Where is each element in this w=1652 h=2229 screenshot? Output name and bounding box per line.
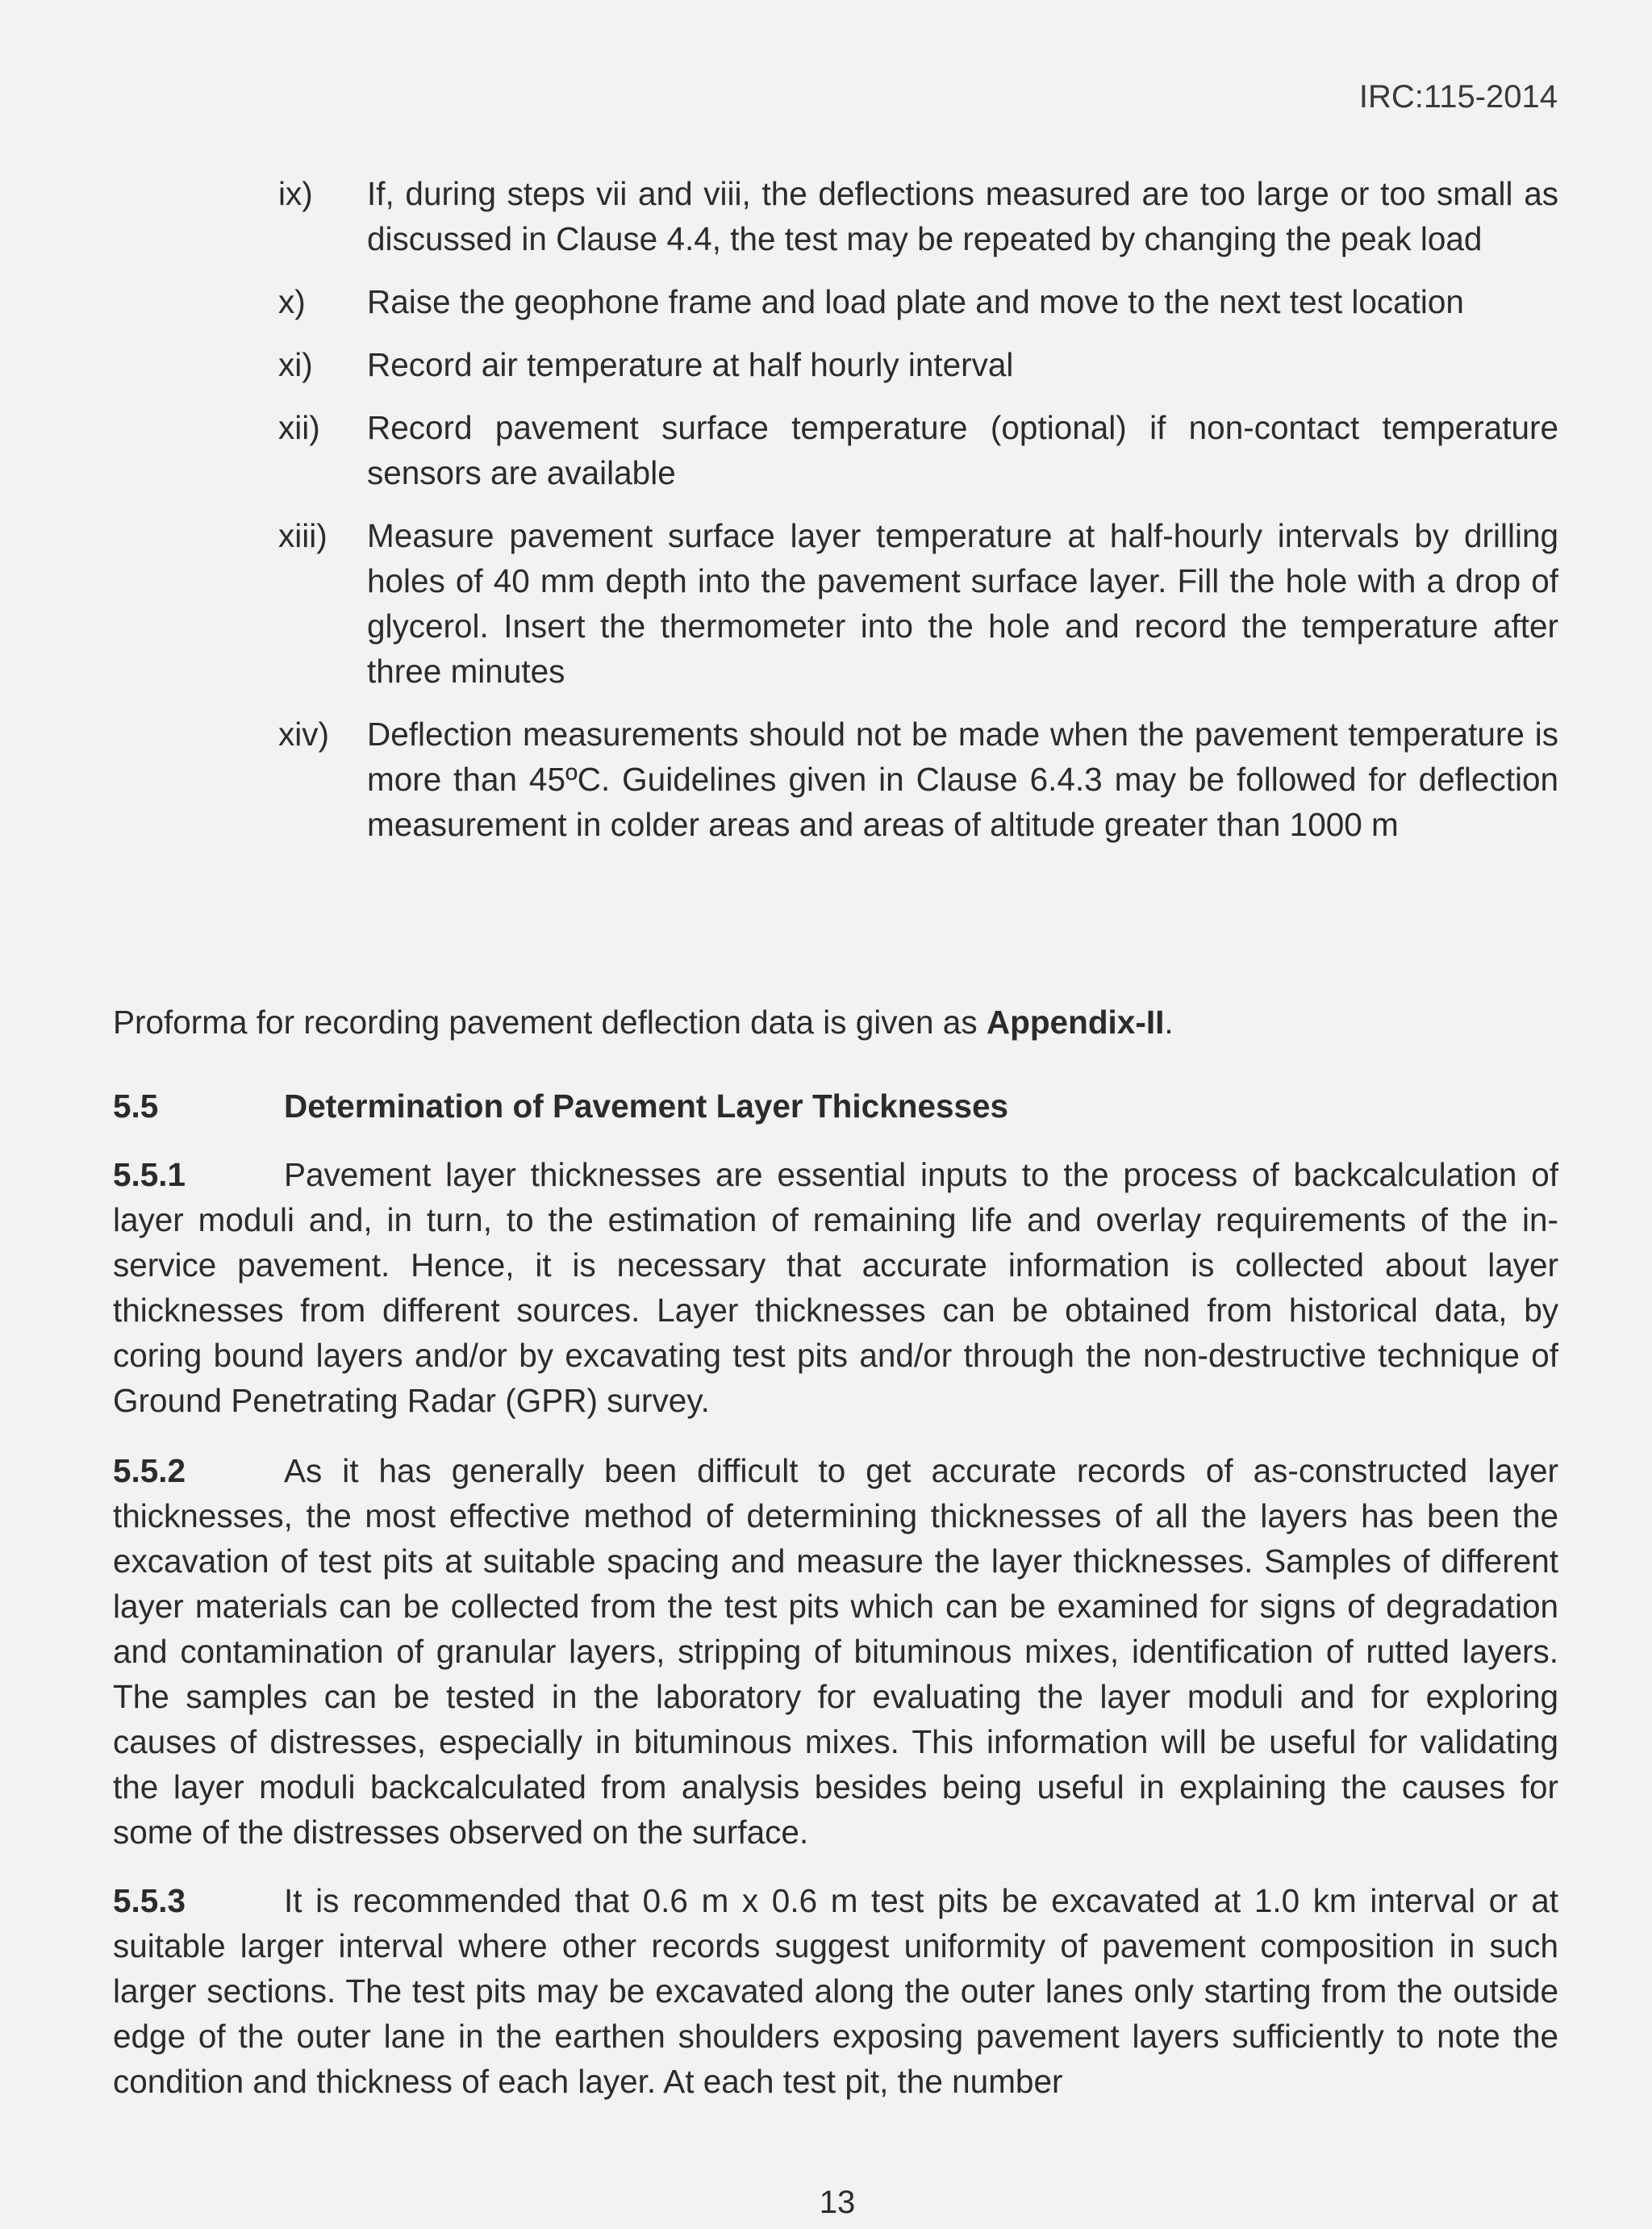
step-number: xiv) bbox=[278, 716, 329, 753]
paragraph-text: As it has generally been difficult to get accurate records of as-constructed layer thicknesses, the most effective method of determining thicknesses of all the layers has been the excavation of test pits at suitable spacing and measure the layer thicknesses. Samples of different layer materials can be collected from the test pits which can be examined for signs of degradation and contamination of granular layers, stripping of bituminous mixes, identification of rutted layers. The samples can be tested in the laboratory for evaluating the layer moduli and for exploring causes of distresses, especially in bituminous mixes. This information will be useful for validating the layer moduli backcalculated from analysis besides being useful in explaining the causes for some of the distresses observed on the surface. bbox=[113, 1452, 1558, 1851]
paragraph-number: 5.5.3 bbox=[113, 1882, 186, 1919]
step-text: Raise the geophone frame and load plate and move to the next test location bbox=[367, 283, 1464, 320]
step-number: ix) bbox=[278, 175, 313, 212]
appendix-reference: Appendix-II bbox=[986, 1004, 1165, 1041]
step-number: xi) bbox=[278, 346, 313, 383]
paragraph-number: 5.5.2 bbox=[113, 1452, 186, 1489]
proforma-note bbox=[113, 1000, 1558, 1045]
list-item bbox=[278, 513, 1558, 694]
step-text: Record pavement surface temperature (optional) if non-contact temperature sensors are available bbox=[367, 409, 1558, 491]
step-text: If, during steps vii and viii, the deflections measured are too large or too small as discussed in Clause 4.4, the test may be repeated by changing the peak load bbox=[367, 175, 1558, 257]
section-number: 5.5 bbox=[113, 1087, 159, 1125]
page-number: 13 bbox=[819, 2185, 856, 2220]
list-item bbox=[278, 712, 1558, 847]
step-text: Deflection measurements should not be made when the pavement temperature is more than 45ºC. Guidelines given in Clause 6.4.3 may be followed for deflection measurement in colder areas and areas of altitude greater than 1000 m bbox=[367, 716, 1558, 843]
section-heading bbox=[113, 1083, 1558, 1129]
list-item bbox=[278, 279, 1558, 324]
step-text: Measure pavement surface layer temperature at half-hourly intervals by drilling holes of 40 mm depth into the pavement surface layer. Fill the hole with a drop of glycerol. Insert the thermometer into the hole and record the temperature after three minutes bbox=[367, 517, 1558, 690]
document-id: IRC:115-2014 bbox=[1358, 79, 1558, 115]
paragraph-text: It is recommended that 0.6 m x 0.6 m test pits be excavated at 1.0 km interval or at suitable larger interval where other records suggest uniformity of pavement composition in such larger sections. The test pits may be excavated along the outer lanes only starting from the outside edge of the outer lane in the earthen shoulders exposing pavement layers sufficiently to note the condition and thickness of each layer. At each test pit, the number bbox=[113, 1882, 1558, 2100]
list-item bbox=[278, 405, 1558, 495]
section-title: Determination of Pavement Layer Thicknesses bbox=[284, 1087, 1009, 1125]
procedure-steps-list bbox=[278, 171, 1558, 865]
paragraph-5-5-3 bbox=[113, 1878, 1558, 2104]
paragraph-text: Pavement layer thicknesses are essential inputs to the process of backcalculation of layer moduli and, in turn, to the estimation of remaining life and overlay requirements of the in-service pavement. Hence, it is necessary that accurate information is collected about layer thicknesses from different sources. Layer thicknesses can be obtained from historical data, by coring bound layers and/or by excavating test pits and/or through the non-destructive technique of Ground Penetrating Radar (GPR) survey. bbox=[113, 1156, 1558, 1419]
proforma-end: . bbox=[1164, 1004, 1174, 1041]
step-number: xii) bbox=[278, 409, 320, 446]
list-item bbox=[278, 171, 1558, 261]
list-item bbox=[278, 342, 1558, 387]
step-number: x) bbox=[278, 283, 306, 320]
paragraph-5-5-1 bbox=[113, 1152, 1558, 1423]
proforma-text: Proforma for recording pavement deflection data is given as bbox=[113, 1004, 987, 1041]
step-number: xiii) bbox=[278, 517, 327, 554]
step-text: Record air temperature at half hourly interval bbox=[367, 346, 1014, 383]
paragraph-5-5-2 bbox=[113, 1448, 1558, 1855]
paragraph-number: 5.5.1 bbox=[113, 1156, 186, 1193]
